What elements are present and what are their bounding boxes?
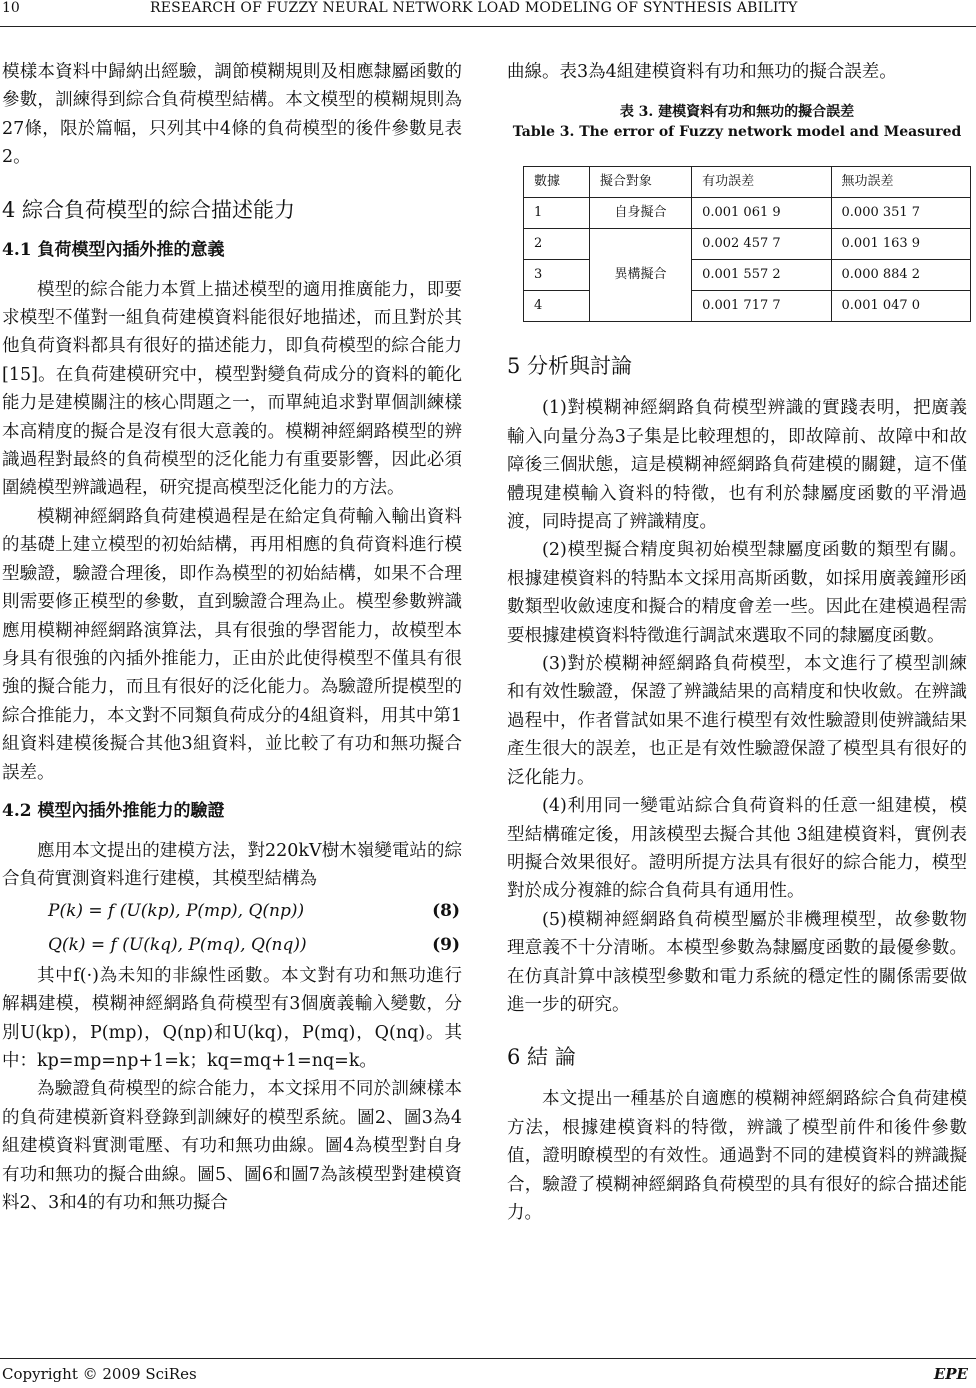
paragraph: 本文提出一種基於自適應的模糊神經網路綜合負荷建模方法，根據建模資料的特徵，辨識了模型前件和後件參數值，證明瞭模型的有效性。通過對不同的建模資料的辨識擬合，驗證了模糊神經網路負荷模型的具有很好的綜合描述能力。 [507, 1089, 967, 1223]
equation-body: Q(k) = f (U(kq), P(mq), Q(nq)) [48, 934, 307, 955]
table-cell: 4 [524, 291, 590, 322]
table-cell: 0.001 717 7 [692, 291, 831, 322]
paragraph: (3)對於模糊神經網路負荷模型，本文進行了模型訓練和有效性驗證，保證了辨識結果的高精度和快收斂。在辨識過程中，作者嘗試如果不進行模型有效性驗證則使辨識結果產生很大的誤差，也正是有效性驗證保證了模型具有很好的泛化能力。 [507, 654, 967, 788]
table-cell: 0.001 047 0 [831, 291, 970, 322]
subsection-heading: 4.2 模型內插外推能力的驗證 [2, 800, 225, 821]
section-heading: 6 結 論 [507, 1045, 576, 1070]
page-header [0, 0, 976, 27]
table-cell: 3 [524, 260, 590, 291]
table-caption-cn: 表 3. 建模資料有功和無功的擬合誤差 [619, 104, 855, 121]
journal-abbreviation: EPE [933, 1365, 968, 1383]
paragraph: 為驗證負荷模型的綜合能力，本文採用不同於訓練樣本的負荷建模新資料登錄到訓練好的模型系統。圖2、圖3為4組建模資料實測電壓、有功和無功曲線。圖4為模型對自身有功和無功的擬合曲線。圖5、圖6和圖7為該模型對建模資料2、3和4的有功和無功擬合 [2, 1079, 462, 1213]
table-caption [507, 102, 967, 142]
page-number: 10 [2, 0, 20, 16]
paragraph: 曲線。表3為4組建模資料有功和無功的擬合誤差。 [507, 62, 897, 82]
table-cell: 0.000 351 7 [831, 198, 970, 229]
table-header-cell: 有功誤差 [692, 167, 831, 198]
table-cell: 0.002 457 7 [692, 229, 831, 260]
equation-number: (9) [432, 934, 460, 955]
paragraph: (2)模型擬合精度與初始模型隸屬度函數的類型有關。根據建模資料的特點本文採用高斯函數，如採用廣義鐘形函數類型收斂速度和擬合的精度會差一些。因此在建模過程需要根據建模資料特徵進行調試來選取不同的隸屬度函數。 [507, 540, 967, 646]
section-heading: 4 綜合負荷模型的綜合描述能力 [2, 197, 296, 222]
paragraph: 應用本文提出的建模方法，對220kV樹木嶺變電站的綜合負荷實測資料進行建模，其模型結構為 [2, 840, 462, 890]
paragraph: (5)模糊神經網路負荷模型屬於非機理模型，故參數物理意義不十分清晰。本模型參數為隸屬度函數的最優參數。在仿真計算中該模型參數和電力系統的穩定性的關係需要做進一步的研究。 [507, 909, 967, 1015]
paragraph: (4)利用同一變電站綜合負荷資料的任意一組建模，模型結構確定後，用該模型去擬合其他 3組建模資料，實例表明擬合效果很好。證明所提方法具有很好的綜合能力，模型對於成分複雜的綜合負荷具有通用性。 [507, 796, 967, 902]
table-row [524, 229, 971, 260]
table-cell: 0.001 163 9 [831, 229, 970, 260]
paragraph: 模糊神經網路負荷建模過程是在給定負荷輸入輸出資料的基礎上建立模型的初始結構，再用相應的負荷資料進行模型驗證，驗證合理後，即作為模型的初始結構，如果不合理則需要修正模型的參數，直到驗證合理為止。模型參數辨識應用模糊神經網路演算法，具有很強的學習能力，故模型本身具有很強的內插外推能力，正由於此使得模型不僅具有很強的擬合能力，而且有很好的泛化能力。為驗證所提模型的綜合推能力，本文對不同類負荷成分的4組資料，用其中第1組資料建模後擬合其他3組資料，並比較了有功和無功擬合誤差。 [2, 506, 462, 783]
table-header-cell: 無功誤差 [831, 167, 970, 198]
table-row [524, 198, 971, 229]
subsection-heading: 4.1 負荷模型內插外推的意義 [2, 239, 225, 260]
table-cell: 1 [524, 198, 590, 229]
copyright: Copyright © 2009 SciRes [2, 1365, 197, 1383]
table-cell: 0.001 557 2 [692, 260, 831, 291]
table-cell: 0.001 061 9 [692, 198, 831, 229]
equation-9 [2, 928, 462, 962]
section-heading: 5 分析與討論 [507, 354, 633, 379]
table-cell: 2 [524, 229, 590, 260]
paragraph: 模樣本資料中歸納出經驗，調節模糊規則及相應隸屬函數的參數，訓練得到綜合負荷模型結構。本文模型的模糊規則為27條，限於篇幅，只列其中4條的負荷模型的後件參數見表2。 [2, 62, 462, 168]
table-header-cell: 擬合對象 [589, 167, 691, 198]
table-cell: 自身擬合 [589, 198, 691, 229]
paragraph: (1)對模糊神經網路負荷模型辨識的實踐表明，把廣義輸入向量分為3子集是比較理想的，即故障前、故障中和故障後三個狀態，這是模糊神經網路負荷建模的關鍵，這不僅體現建模輸入資料的特徵，也有利於隸屬度函數的平滑過渡，同時提高了辨識精度。 [507, 398, 967, 533]
page-footer [0, 1358, 976, 1388]
error-table [523, 166, 971, 322]
left-column [2, 58, 462, 1217]
right-column [507, 58, 967, 1227]
table-cell: 異構擬合 [589, 229, 691, 322]
paragraph: 模型的綜合能力本質上描述模型的適用推廣能力，即要求模型不僅對一組負荷建模資料能很好地描述，而且對於其他負荷資料都具有很好的描述能力，即負荷模型的綜合能力[15]。在負荷建模研究中，模型對變負荷成分的資料的範化能力是建模關注的核心問題之一，而單純追求對單個訓練樣本高精度的擬合是沒有很大意義的。模糊神經網路模型的辨識過程對最終的負荷模型的泛化能力有重要影響，因此必須圍繞模型辨識過程，研究提高模型泛化能力的方法。 [2, 279, 462, 499]
equation-body: P(k) = f (U(kp), P(mp), Q(np)) [48, 900, 305, 921]
table-header-row [524, 167, 971, 198]
table-header-cell: 數據 [524, 167, 590, 198]
running-title: RESEARCH OF FUZZY NEURAL NETWORK LOAD MODELING OF SYNTHESIS ABILITY [150, 0, 798, 16]
equation-8 [2, 894, 462, 928]
table-cell: 0.000 884 2 [831, 260, 970, 291]
paragraph: 其中f(·)為未知的非線性函數。本文對有功和無功進行解耦建模，模糊神經網路負荷模型有3個廣義輸入變數，分別U(kp)，P(mp)，Q(np)和U(kq)，P(mq)，Q(nq)。其中：kp=mp=np+1=k；kq=mq+1=nq=k。 [2, 965, 462, 1071]
table-caption-en: Table 3. The error of Fuzzy network model and Measured [512, 124, 962, 141]
equation-number: (8) [432, 900, 460, 921]
